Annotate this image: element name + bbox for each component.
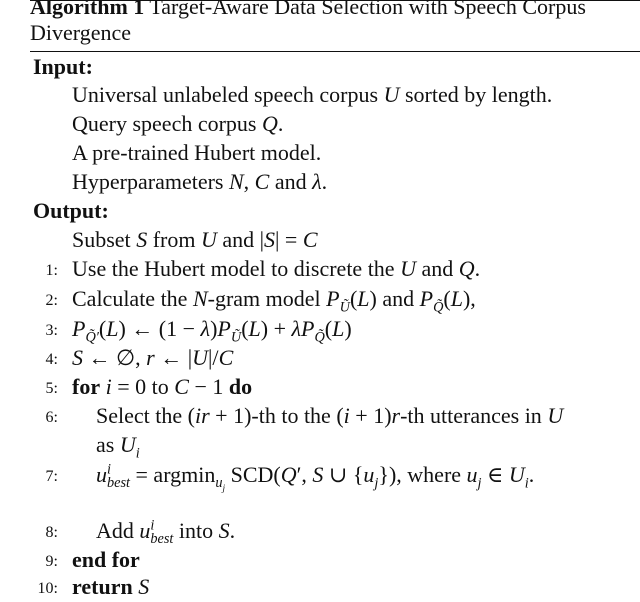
step-number: 10: <box>37 580 58 597</box>
algorithm-label: Algorithm 1 <box>30 0 145 19</box>
step-5: for i = 0 to C − 1 do <box>72 374 253 399</box>
step-3: $P_{Q̃'}(L)$ ← $(1 - \lambda)P_Ũ(L) + \lambda P_{Q̃}(L)$ <box>72 316 352 346</box>
output-header: Output: <box>33 198 109 223</box>
step-number: 1: <box>45 262 58 279</box>
step-8: Add $u^i_{best}$ into S. <box>96 517 236 548</box>
input-line-3: A pre-trained Hubert model. <box>72 140 322 165</box>
input-line-2: Query speech corpus Q. <box>72 111 284 136</box>
step-number: 8: <box>45 524 58 541</box>
step-4: S ← ∅, r ← |U|/C <box>72 345 234 370</box>
output-line: Subset S from U and |S| = C <box>72 227 318 252</box>
step-9: end for <box>72 547 140 572</box>
step-number: 3: <box>45 322 58 339</box>
step-number: 5: <box>45 380 58 397</box>
step-number: 4: <box>45 351 58 368</box>
step-2: Calculate the N-gram model $P_Ũ(L)$ and $P_{Q̃}(L)$, <box>72 286 476 316</box>
step-number: 7: <box>45 468 58 485</box>
step-10: return S <box>72 574 150 599</box>
step-number: 2: <box>45 292 58 309</box>
algorithm-title: Target-Aware Data Selection with Speech Corpus <box>149 0 586 19</box>
step-6: Select the (ir + 1)-th to the (i + 1)r-th utterances in U <box>96 403 564 428</box>
step-7: $u^i_{best} = argmin_{u_j}$ SCD(Q′, S ∪ $\{u_j\}$), where $u_j$ ∈ $U_i$. <box>96 461 535 495</box>
algorithm-title-line1 <box>30 0 586 20</box>
input-header: Input: <box>33 54 93 79</box>
title-rule <box>30 51 640 52</box>
step-number: 9: <box>45 553 58 570</box>
algorithm-title-line2: Divergence <box>30 20 131 45</box>
input-line-1: Universal unlabeled speech corpus U sorted by length. <box>72 82 553 107</box>
step-1: Use the Hubert model to discrete the U and Q. <box>72 256 481 281</box>
input-line-4: Hyperparameters N, C and λ. <box>72 169 328 194</box>
step-6-continued: as $U_i$ <box>96 432 140 462</box>
step-number: 6: <box>45 409 58 426</box>
